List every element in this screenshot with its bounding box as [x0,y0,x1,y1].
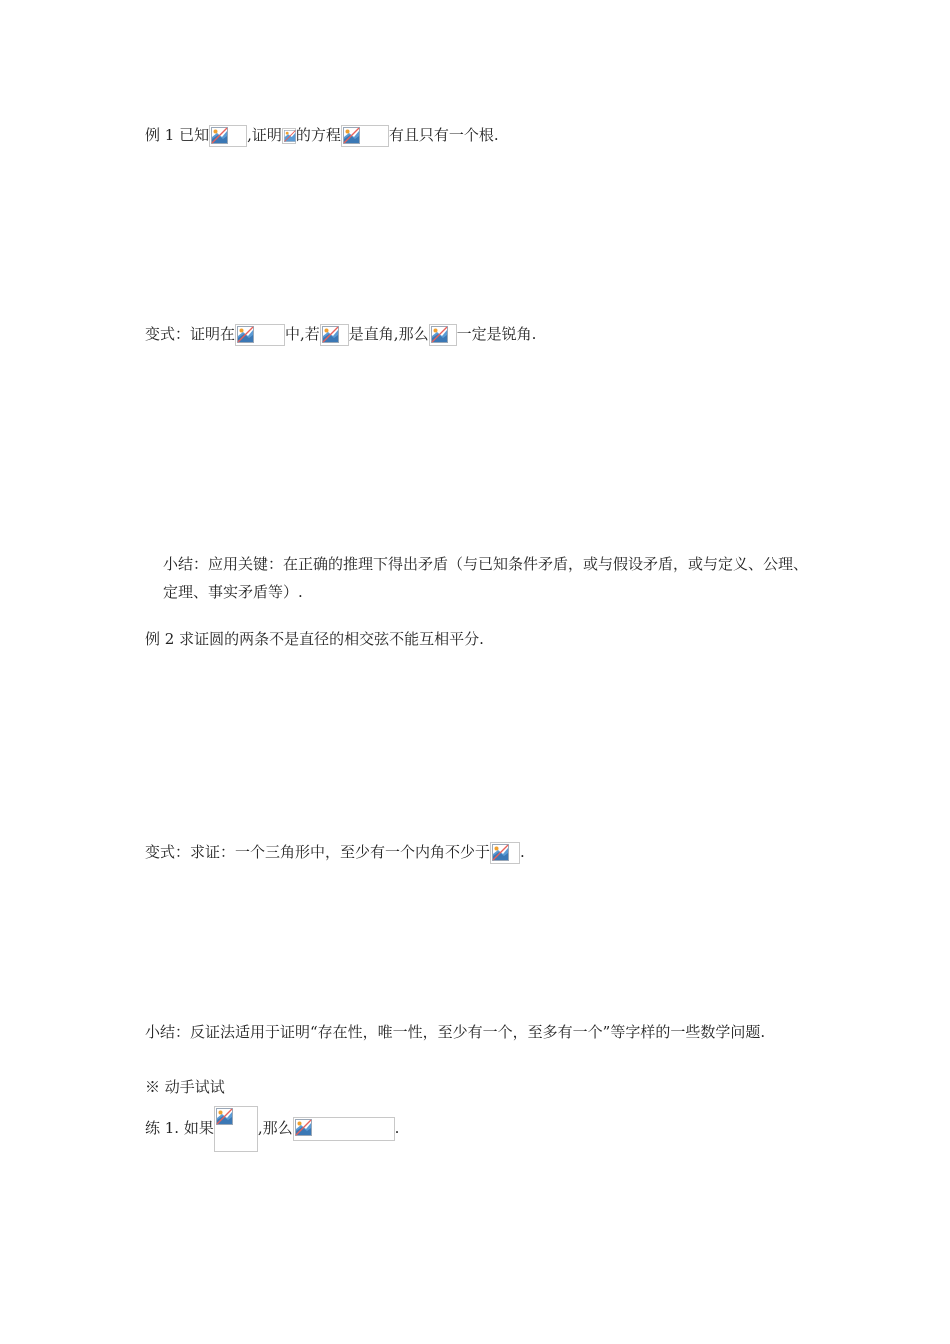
practice-1: 练 1. 如果 ,那么 . [145,1104,399,1152]
broken-image-icon [284,130,296,142]
example-2: 例 2 求证圆的两条不是直径的相交弦不能互相平分. [145,630,484,648]
formula-image [429,324,457,346]
formula-image [320,324,349,346]
example-1: 例 1 已知 ,证明 的方程 有且只有一个根. [145,124,499,147]
broken-image-icon [295,1119,312,1136]
broken-image-icon [492,844,509,861]
summary-1: 小结：应用关键：在正确的推理下得出矛盾（与已知条件矛盾，或与假设矛盾，或与定义、公理、定理、事实矛盾等）. [163,555,809,601]
variant-2: 变式：求证：一个三角形中，至少有一个内角不少于 . [145,841,525,864]
practice-heading: ※ 动手试试 [145,1078,225,1096]
formula-image [341,125,389,147]
formula-image [214,1106,258,1152]
formula-image [490,842,520,864]
broken-image-icon [343,127,360,144]
broken-image-icon [431,326,448,343]
formula-image [293,1117,395,1141]
formula-image [209,125,247,147]
broken-image-icon [322,326,339,343]
broken-image-icon [216,1108,233,1125]
broken-image-icon [211,127,228,144]
formula-image [282,128,296,144]
variant-1: 变式：证明在 中,若 是直角,那么 一定是锐角. [145,323,536,346]
formula-image [235,324,285,346]
summary-2: 小结：反证法适用于证明“存在性，唯一性，至少有一个，至多有一个”等字样的一些数学问题. [145,1023,766,1041]
broken-image-icon [237,326,254,343]
